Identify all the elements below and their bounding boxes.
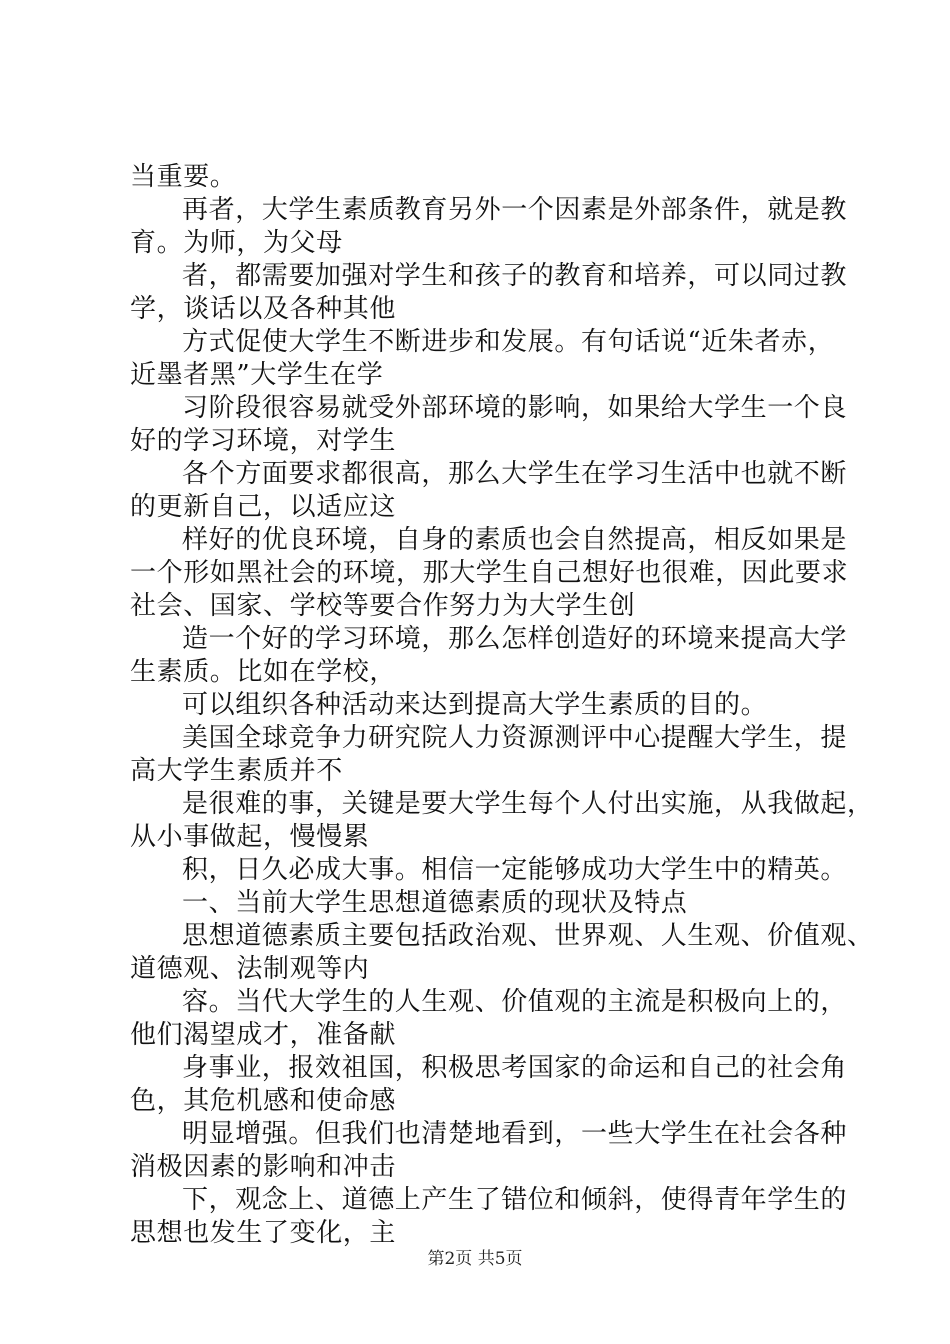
text-line: 他们渴望成才，准备献	[130, 1020, 397, 1050]
text-line: 近墨者黑”大学生在学	[130, 360, 384, 390]
document-body	[130, 161, 874, 1250]
text-line: 样好的优良环境，自身的素质也会自然提高，相反如果是	[182, 525, 848, 555]
text-line: 各个方面要求都很高，那么大学生在学习生活中也就不断	[182, 459, 848, 489]
text-line: 好的学习环境，对学生	[130, 426, 397, 456]
text-line: 身事业，报效祖国，积极思考国家的命运和自己的社会角	[182, 1053, 848, 1083]
text-line: 一个形如黑社会的环境，那大学生自己想好也很难，因此要求	[130, 558, 849, 588]
text-line: 美国全球竞争力研究院人力资源测评中心提醒大学生，提	[182, 723, 848, 753]
text-line: 的更新自己，以适应这	[130, 492, 397, 522]
text-line: 方式促使大学生不断进步和发展。有句话说“近朱者赤，	[182, 327, 835, 357]
text-line: 思想道德素质主要包括政治观、世界观、人生观、价值观、	[182, 921, 874, 951]
text-line: 再者，大学生素质教育另外一个因素是外部条件，就是教	[182, 195, 848, 225]
text-line: 是很难的事，关键是要大学生每个人付出实施，从我做起，	[182, 789, 874, 819]
text-line: 者，都需要加强对学生和孩子的教育和培养，可以同过教	[182, 261, 848, 291]
text-line: 明显增强。但我们也清楚地看到，一些大学生在社会各种	[182, 1119, 848, 1149]
text-line: 高大学生素质并不	[130, 756, 343, 786]
text-line: 思想也发生了变化，主	[130, 1218, 397, 1248]
text-line: 育。为师，为父母	[130, 228, 343, 258]
page-footer: 第2页 共5页	[427, 1249, 523, 1269]
text-line: 造一个好的学习环境，那么怎样创造好的环境来提高大学	[182, 624, 848, 654]
text-line: 从小事做起，慢慢累	[130, 822, 370, 852]
text-line: 下，观念上、道德上产生了错位和倾斜，使得青年学生的	[182, 1185, 848, 1215]
text-line: 学，谈话以及各种其他	[130, 294, 397, 324]
text-line: 社会、国家、学校等要合作努力为大学生创	[130, 591, 636, 621]
text-line: 可以组织各种活动来达到提高大学生素质的目的。	[182, 690, 768, 720]
text-line: 积，日久必成大事。相信一定能够成功大学生中的精英。	[182, 855, 848, 885]
text-line: 色，其危机感和使命感	[130, 1086, 397, 1116]
text-line: 消极因素的影响和冲击	[130, 1152, 397, 1182]
text-line: 当重要。	[130, 162, 237, 192]
text-line: 生素质。比如在学校，	[130, 657, 397, 687]
text-line: 一、当前大学生思想道德素质的现状及特点	[182, 888, 688, 918]
text-line: 道德观、法制观等内	[130, 954, 370, 984]
text-line: 习阶段很容易就受外部环境的影响，如果给大学生一个良	[182, 393, 848, 423]
text-line: 容。当代大学生的人生观、价值观的主流是积极向上的，	[182, 987, 848, 1017]
